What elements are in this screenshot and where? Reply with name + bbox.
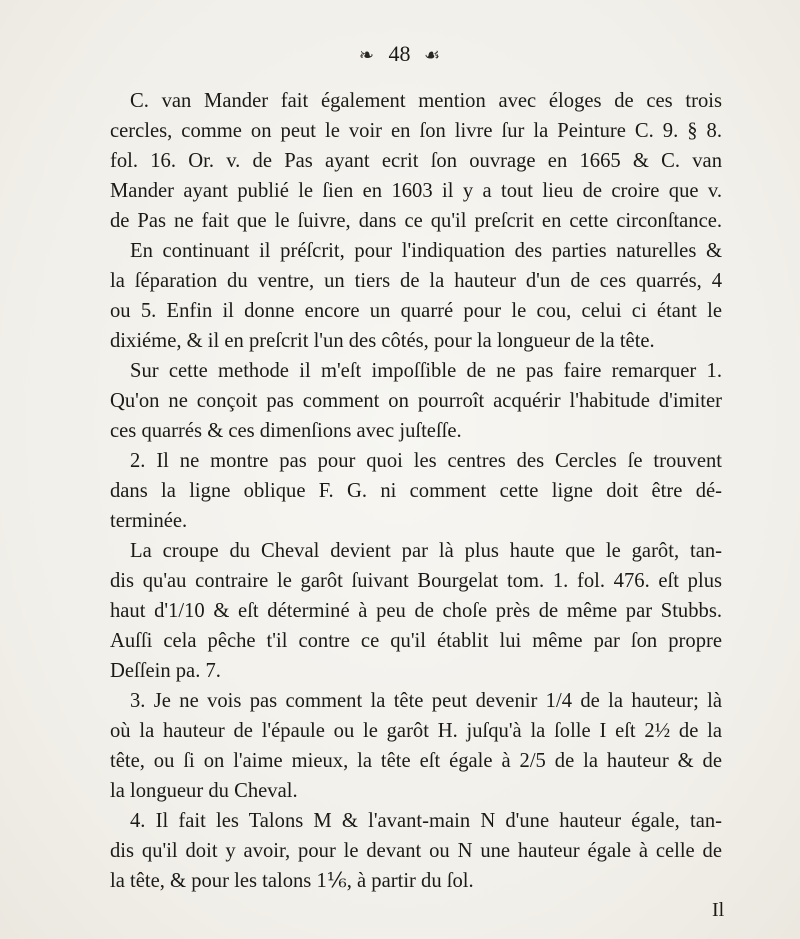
text-line: Sur cette methode il m'eſt impoſſible de ne pas faire remarquer 1. [130, 360, 722, 382]
page-header [0, 40, 800, 69]
text-line: Deſſein pa. 7. [110, 660, 221, 682]
text-line: La croupe du Cheval devient par là plus haute que le garôt, tan- [130, 540, 722, 562]
text-line: dis qu'au contraire le garôt ſuivant Bourgelat tom. 1. fol. 476. eſt plus [110, 570, 722, 592]
text-line: 3. Je ne vois pas comment la tête peut devenir 1/4 de la hauteur; là [130, 690, 722, 712]
text-line: 2. Il ne montre pas pour quoi les centres des Cercles ſe trouvent [130, 450, 722, 472]
text-line: la longueur du Cheval. [110, 780, 298, 802]
text-line: C. van Mander fait également mention avec éloges de ces trois [130, 90, 722, 112]
text-line: cercles, comme on peut le voir en ſon livre ſur la Peinture C. 9. § 8. [110, 120, 722, 142]
text-line: la ſéparation du ventre, un tiers de la hauteur d'un de ces quarrés, 4 [110, 270, 722, 292]
text-line: En continuant il préſcrit, pour l'indiquation des parties naturelles & [130, 240, 722, 262]
text-line: terminée. [110, 510, 188, 532]
text-line: haut d'1/10 & eſt déterminé à peu de choſe près de même par Stubbs. [110, 600, 722, 622]
text-line: ces quarrés & ces dimenſions avec juſteſſe. [110, 420, 462, 442]
text-line: Auſſi cela pêche t'il contre ce qu'il établit lui même par ſon propre [110, 630, 722, 652]
text-line: 4. Il fait les Talons M & l'avant-main N d'une hauteur égale, tan- [130, 810, 722, 832]
right-fleuron-ornament: ☙ [423, 45, 442, 65]
text-line: fol. 16. Or. v. de Pas ayant ecrit ſon ouvrage en 1665 & C. van [110, 150, 722, 172]
text-line: tête, ou ſi on l'aime mieux, la tête eſt égale à 2/5 de la hauteur & de [110, 750, 722, 772]
text-line: Mander ayant publié le ſien en 1603 il y a tout lieu de croire que v. [110, 180, 722, 202]
text-line: où la hauteur de l'épaule ou le garôt H. juſqu'à la ſolle I eſt 2½ de la [110, 720, 722, 742]
text-line: de Pas ne fait que le ſuivre, dans ce qu'il preſcrit en cette circonſtance. [110, 210, 722, 232]
page-number: 48 [388, 41, 411, 66]
text-line: la tête, & pour les talons 1⅙, à partir du ſol. [110, 870, 474, 892]
text-line: ou 5. Enfin il donne encore un quarré pour le cou, celui ci étant le [110, 300, 722, 322]
text-line: dans la ligne oblique F. G. ni comment cette ligne doit être dé- [110, 480, 722, 502]
catchword: Il [712, 899, 725, 921]
text-line: dis qu'il doit y avoir, pour le devant ou N une hauteur égale à celle de [110, 840, 722, 862]
left-fleuron-ornament: ❧ [358, 45, 375, 65]
text-line: dixiéme, & il en preſcrit l'un des côtés, pour la longueur de la tête. [110, 330, 655, 352]
text-line: Qu'on ne conçoit pas comment on pourroît acquérir l'habitude d'imiter [110, 390, 722, 412]
